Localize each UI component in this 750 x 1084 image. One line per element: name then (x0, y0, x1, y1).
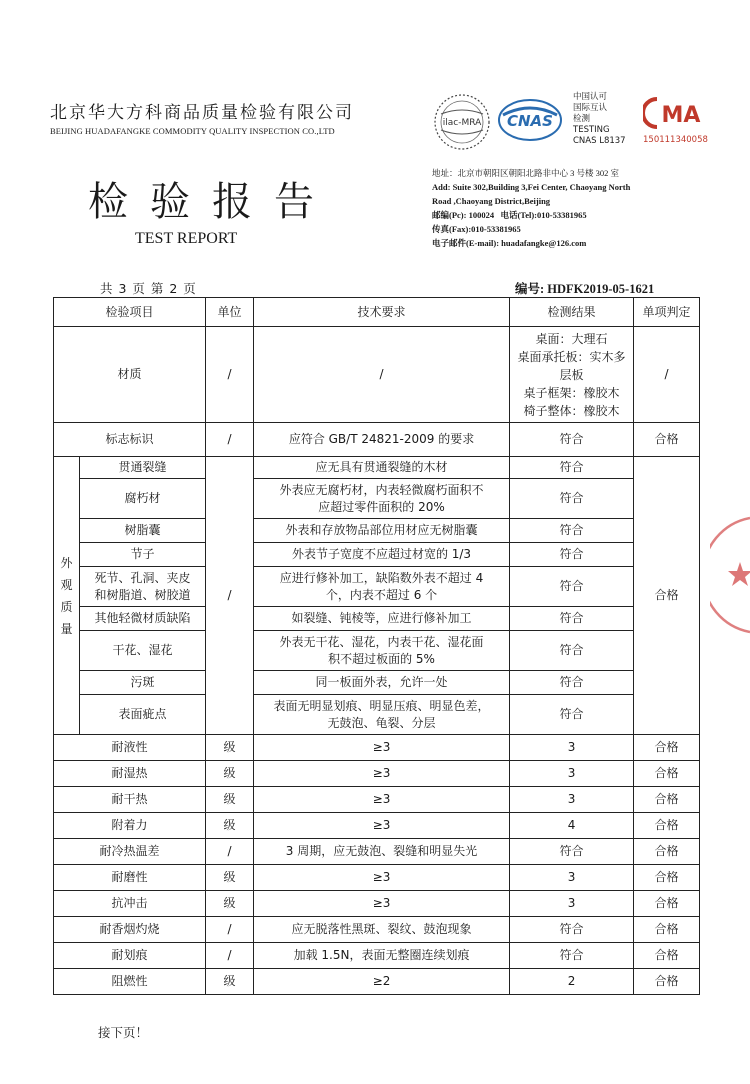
table-row (54, 943, 700, 969)
category-char: 量 (60, 621, 73, 636)
table-row (54, 695, 700, 735)
table-row (54, 457, 700, 479)
unit-cell: / (206, 423, 254, 457)
header-unit: 单位 (206, 298, 254, 327)
requirement-cell: ≥3 (254, 813, 510, 839)
unit-cell: / (206, 943, 254, 969)
fax: 传真(Fax):010-53381965 (432, 224, 521, 234)
address-en-label: Add: (432, 182, 451, 192)
email-label: 电子邮件(E-mail): (432, 238, 500, 248)
table-row (54, 917, 700, 943)
ilac-mra-logo (432, 92, 492, 152)
unit-cell: 级 (206, 865, 254, 891)
item-cell: 干花、湿花 (80, 631, 206, 671)
item-cell: 耐冷热温差 (54, 839, 206, 865)
result-cell: 2 (510, 969, 634, 995)
result-line: 椅子整体：橡胶木 (523, 403, 620, 418)
result-cell: 符合 (510, 943, 634, 969)
ilac-text: ilac-MRA (442, 118, 482, 128)
result-cell: 符合 (510, 519, 634, 543)
requirement-cell (254, 695, 510, 735)
requirement-cell: 3 周期，应无鼓泡、裂缝和明显失光 (254, 839, 510, 865)
cnas-logo (497, 97, 563, 143)
table-row (54, 607, 700, 631)
cnas-info (573, 92, 626, 147)
category-appearance (54, 457, 80, 735)
result-cell: 3 (510, 787, 634, 813)
item-cell: 耐磨性 (54, 865, 206, 891)
table-row (54, 735, 700, 761)
cnas-text: CNAS (507, 112, 553, 130)
item-cell: 阻燃性 (54, 969, 206, 995)
cnas-info-line: 中国认可 (573, 92, 608, 102)
address-en-line1: Suite 302,Building 3,Fei Center, Chaoyang North (452, 182, 631, 192)
table-row (54, 543, 700, 567)
page-info: 共 3 页 第 2 页 (100, 281, 197, 296)
result-cell: 符合 (510, 917, 634, 943)
header-requirement: 技术要求 (254, 298, 510, 327)
item-cell: 表面疵点 (80, 695, 206, 735)
requirement-line: 表面无明显划痕、明显压痕、明显色差， (273, 698, 490, 713)
requirement-cell: 同一板面外表，允许一处 (254, 671, 510, 695)
company-name-en: BEIJING HUADAFANGKE COMMODITY QUALITY INSPECTION CO.,LTD (50, 126, 335, 136)
address-en-line2: Road ,Chaoyang District,Beijing (432, 196, 551, 206)
unit-cell: 级 (206, 813, 254, 839)
item-cell: 附着力 (54, 813, 206, 839)
requirement-cell: ≥3 (254, 787, 510, 813)
cnas-info-line: TESTING (573, 125, 610, 135)
table-row (54, 631, 700, 671)
item-cell: 树脂囊 (80, 519, 206, 543)
category-char: 观 (60, 577, 73, 592)
table-row (54, 891, 700, 917)
item-cell: 节子 (80, 543, 206, 567)
item-cell: 标志标识 (54, 423, 206, 457)
table-row (54, 787, 700, 813)
verdict-cell: 合格 (634, 761, 700, 787)
requirement-line: 外表应无腐朽材，内表轻微腐朽面积不 (279, 482, 484, 497)
verdict-cell: 合格 (634, 969, 700, 995)
item-cell: 耐湿热 (54, 761, 206, 787)
requirement-cell: ≥3 (254, 761, 510, 787)
result-cell (510, 327, 634, 423)
requirement-cell: ≥3 (254, 735, 510, 761)
verdict-cell: 合格 (634, 917, 700, 943)
result-cell: 3 (510, 865, 634, 891)
verdict-cell: 合格 (634, 787, 700, 813)
unit-cell: / (206, 457, 254, 735)
requirement-cell: 应无脱落性黑斑、裂纹、鼓泡现象 (254, 917, 510, 943)
requirement-cell: ≥3 (254, 865, 510, 891)
table-row (54, 839, 700, 865)
verdict-cell: / (634, 327, 700, 423)
verdict-cell: 合格 (634, 943, 700, 969)
requirement-cell: 应无具有贯通裂缝的木材 (254, 457, 510, 479)
item-cell: 耐划痕 (54, 943, 206, 969)
requirement-cell: 外表节子宽度不应超过材宽的 1/3 (254, 543, 510, 567)
item-line: 和树脂道、树胶道 (94, 587, 191, 602)
result-cell: 符合 (510, 839, 634, 865)
table-header-row (54, 298, 700, 327)
item-cell: 抗冲击 (54, 891, 206, 917)
unit-cell: 级 (206, 761, 254, 787)
table-row (54, 969, 700, 995)
table-row (54, 671, 700, 695)
unit-cell: 级 (206, 787, 254, 813)
cma-number: 150111340058 (643, 135, 708, 145)
telephone: 电话(Tel):010-53381965 (500, 210, 587, 220)
result-cell: 符合 (510, 695, 634, 735)
cma-text: MA (661, 103, 701, 128)
result-cell: 符合 (510, 479, 634, 519)
report-title-en: TEST REPORT (135, 230, 238, 247)
item-cell: 污斑 (80, 671, 206, 695)
item-cell: 耐干热 (54, 787, 206, 813)
item-cell (80, 567, 206, 607)
unit-cell: 级 (206, 735, 254, 761)
requirement-cell: / (254, 327, 510, 423)
postcode: 邮编(Pc): 100024 (432, 210, 495, 220)
result-cell: 4 (510, 813, 634, 839)
continued-note: 接下页！ (98, 1025, 149, 1040)
result-cell: 3 (510, 761, 634, 787)
result-cell: 符合 (510, 631, 634, 671)
verdict-cell: 合格 (634, 891, 700, 917)
verdict-cell: 合格 (634, 423, 700, 457)
report-number: 编号: HDFK2019-05-1621 (515, 282, 655, 296)
requirement-cell: 如裂缝、钝棱等，应进行修补加工 (254, 607, 510, 631)
table-row (54, 327, 700, 423)
seal-stamp (710, 510, 750, 640)
unit-cell: / (206, 917, 254, 943)
cma-logo (643, 95, 705, 131)
category-char: 外 (60, 555, 73, 570)
category-char: 质 (60, 599, 73, 614)
requirement-cell: ≥2 (254, 969, 510, 995)
verdict-cell: 合格 (634, 457, 700, 735)
unit-cell: 级 (206, 891, 254, 917)
result-line: 层板 (559, 367, 584, 382)
requirement-line: 外表无干花、湿花，内表干花、湿花面 (279, 634, 484, 649)
requirement-line: 应超过零件面积的 20% (318, 499, 445, 514)
email: huadafangke@126.com (501, 238, 587, 248)
unit-cell: / (206, 327, 254, 423)
unit-cell: 级 (206, 969, 254, 995)
company-name-cn: 北京华大方科商品质量检验有限公司 (50, 103, 354, 123)
header-verdict: 单项判定 (634, 298, 700, 327)
item-line: 死节、孔洞、夹皮 (94, 570, 191, 585)
verdict-cell: 合格 (634, 813, 700, 839)
header-item: 检验项目 (54, 298, 206, 327)
result-cell: 符合 (510, 423, 634, 457)
item-cell: 贯通裂缝 (80, 457, 206, 479)
cnas-info-line: 检测 (573, 114, 591, 124)
table-row (54, 519, 700, 543)
table-row (54, 813, 700, 839)
unit-cell: / (206, 839, 254, 865)
table-row (54, 479, 700, 519)
result-cell: 符合 (510, 543, 634, 567)
requirement-cell: 加载 1.5N，表面无整圈连续划痕 (254, 943, 510, 969)
result-line: 桌面承托板：实木多 (517, 349, 626, 364)
item-cell: 耐液性 (54, 735, 206, 761)
cnas-info-line: CNAS L8137 (573, 136, 626, 146)
requirement-line: 应进行修补加工，缺陷数外表不超过 4 (279, 570, 484, 585)
address-block (432, 166, 732, 250)
result-cell: 3 (510, 891, 634, 917)
address-cn: 地址：北京市朝阳区朝阳北路非中心 3 号楼 302 室 (432, 168, 620, 178)
verdict-cell: 合格 (634, 735, 700, 761)
item-cell: 耐香烟灼烧 (54, 917, 206, 943)
result-cell: 3 (510, 735, 634, 761)
header-result: 检测结果 (510, 298, 634, 327)
requirement-cell (254, 567, 510, 607)
requirement-line: 无鼓泡、龟裂、分层 (327, 715, 436, 730)
requirement-line: 积不超过板面的 5% (328, 651, 435, 666)
item-cell: 材质 (54, 327, 206, 423)
table-row (54, 567, 700, 607)
result-cell: 符合 (510, 457, 634, 479)
table-row (54, 865, 700, 891)
verdict-cell: 合格 (634, 865, 700, 891)
requirement-cell: 应符合 GB/T 24821-2009 的要求 (254, 423, 510, 457)
requirement-cell (254, 631, 510, 671)
table-row (54, 761, 700, 787)
result-cell: 符合 (510, 567, 634, 607)
requirement-line: 个，内表不超过 6 个 (325, 587, 438, 602)
result-line: 桌子框架：橡胶木 (523, 385, 620, 400)
result-line: 桌面：大理石 (535, 331, 608, 346)
requirement-cell: 外表和存放物品部位用材应无树脂囊 (254, 519, 510, 543)
result-cell: 符合 (510, 671, 634, 695)
table-row (54, 423, 700, 457)
cnas-info-line: 国际互认 (573, 103, 608, 113)
requirement-cell (254, 479, 510, 519)
result-cell: 符合 (510, 607, 634, 631)
item-cell: 腐朽材 (80, 479, 206, 519)
requirement-cell: ≥3 (254, 891, 510, 917)
item-cell: 其他轻微材质缺陷 (80, 607, 206, 631)
test-results-table (53, 297, 700, 995)
report-title-cn: 检验报告 (88, 179, 336, 225)
verdict-cell: 合格 (634, 839, 700, 865)
